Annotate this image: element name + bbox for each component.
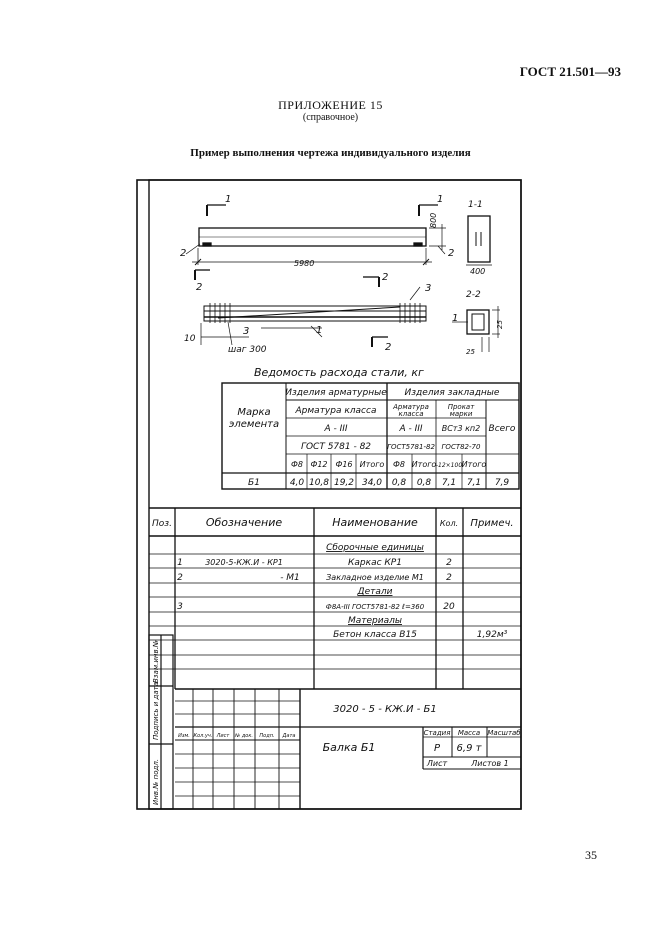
col-total: Всего xyxy=(488,424,516,434)
sub-header: Итого xyxy=(461,460,487,469)
spec-row-name: Детали xyxy=(357,587,393,597)
appendix-subtitle: (справочное) xyxy=(302,112,359,123)
width-dimension: 400 xyxy=(470,267,486,276)
row-value: 10,8 xyxy=(308,478,330,488)
spec-header-name: Наименование xyxy=(332,516,418,529)
row-value: 4,0 xyxy=(289,478,305,488)
sub-header: Ф8 xyxy=(291,460,303,469)
pos-1-label-a: 1 xyxy=(316,325,323,336)
rebar-step: шаг 300 xyxy=(228,345,267,355)
dim-25-a: 25 xyxy=(496,320,504,329)
side-stamp-replaced: Взам.инв.№ xyxy=(152,639,160,683)
dim-10: 10 xyxy=(184,334,196,344)
spec-row-pos: 3 xyxy=(177,602,183,612)
emb-class-1: Арматура xyxy=(393,403,429,411)
spec-row-qty: 20 xyxy=(443,602,455,612)
rebar-class: Арматура класса xyxy=(295,406,377,416)
sub-header: Ф12 xyxy=(310,460,328,469)
emb-rolled-1: Прокат xyxy=(447,403,475,411)
cut-label-2b: 2 xyxy=(448,248,455,259)
steel-table-title: Ведомость расхода стали, кг xyxy=(254,366,424,379)
cut-label-2e: 2 xyxy=(385,342,392,353)
dim-25-b: 25 xyxy=(466,348,475,356)
col-mark-1: Марка xyxy=(237,407,271,418)
side-stamp-signature: Подпись и дата xyxy=(152,682,160,740)
tb-col-label: Лист xyxy=(216,733,230,739)
cut-label-2c: 2 xyxy=(196,282,203,293)
spec-row-name: Бетон класса В15 xyxy=(333,630,417,640)
emb-class-2: класса xyxy=(398,410,424,418)
height-dimension: 800 xyxy=(429,212,438,228)
spec-header-designation: Обозначение xyxy=(205,516,283,529)
tb-scale-label: Масштаб xyxy=(487,729,521,737)
spec-row-note: 1,92м³ xyxy=(476,630,508,640)
spec-header-qty: Кол. xyxy=(439,519,459,528)
rebar-class-val: A - III xyxy=(324,424,348,434)
cut-label-2a: 2 xyxy=(180,248,187,259)
tb-col-label: Кол.уч. xyxy=(193,733,213,739)
grp-embedded: Изделия закладные xyxy=(404,388,500,398)
sub-header: -12×100 xyxy=(435,462,463,469)
tb-col-label: № док. xyxy=(235,733,253,739)
title-block-code: 3020 - 5 - КЖ.И - Б1 xyxy=(333,704,437,715)
tb-stage: Р xyxy=(433,743,441,754)
appendix-title: ПРИЛОЖЕНИЕ 15 xyxy=(278,98,383,112)
pos-3-label-a: 3 xyxy=(425,283,432,294)
emb-rolled-2: марки xyxy=(449,410,473,418)
sub-header: Итого xyxy=(359,460,385,469)
section-2-2 xyxy=(452,306,500,352)
tb-sheet-label: Лист xyxy=(426,759,448,768)
spec-row-des: - М1 xyxy=(280,573,300,583)
spec-header-pos: Поз. xyxy=(152,519,172,529)
sub-header: Ф8 xyxy=(393,460,405,469)
title-block-name: Балка Б1 xyxy=(322,741,376,754)
tb-sheets-label: Листов 1 xyxy=(471,759,509,768)
spec-row-des: 3020-5-КЖ.И - КР1 xyxy=(205,558,283,567)
cut-label-2d: 2 xyxy=(382,272,389,283)
standard-number: ГОСТ 21.501—93 xyxy=(519,64,621,79)
side-stamp-inventory: Инв.№ подл. xyxy=(152,758,160,805)
section-2-2-label: 2-2 xyxy=(466,290,481,300)
cut-label-1a: 1 xyxy=(225,194,232,205)
spec-table-lines xyxy=(149,508,521,689)
row-value: 7,9 xyxy=(494,478,510,488)
spec-row-name: Каркас КР1 xyxy=(348,558,402,568)
row-value: 0,8 xyxy=(416,478,432,488)
row-value: 19,2 xyxy=(333,478,355,488)
emb-std-1: ГОСТ5781-82 xyxy=(387,443,435,451)
tb-mass-label: Масса xyxy=(457,729,481,737)
pos-1-label-b: 1 xyxy=(452,313,459,324)
emb-std-2: ГОСТ82-70 xyxy=(441,443,481,451)
sub-header: Ф16 xyxy=(335,460,353,469)
steel-table-lines xyxy=(222,383,519,489)
emb-rolled-val: ВСт3 кп2 xyxy=(441,424,481,433)
spec-row-pos: 1 xyxy=(177,558,183,568)
row-value: 34,0 xyxy=(361,478,383,488)
spec-row-name: Закладное изделие М1 xyxy=(326,573,424,582)
tb-col-label: Изм. xyxy=(178,733,190,739)
tb-col-label: Подп. xyxy=(259,733,275,739)
spec-row-pos: 2 xyxy=(177,573,183,583)
row-value: 7,1 xyxy=(441,478,457,488)
spec-header-note: Примеч. xyxy=(470,518,514,529)
spec-row-name: Ф8А-III ГОСТ5781-82 ℓ=360 xyxy=(325,603,425,611)
col-mark-2: элемента xyxy=(228,419,280,430)
spec-row-name: Сборочные единицы xyxy=(326,543,424,553)
length-dimension: 5980 xyxy=(294,259,315,268)
page-title: Пример выполнения чертежа индивидуального изделия xyxy=(190,147,471,159)
row-mark: Б1 xyxy=(248,478,260,488)
sub-header: Итого xyxy=(411,460,437,469)
tb-stage-label: Стадия xyxy=(423,729,451,737)
beam-elevation xyxy=(186,205,446,287)
section-1-1 xyxy=(466,216,492,265)
tb-mass: 6,9 т xyxy=(456,743,482,754)
spec-row-qty: 2 xyxy=(446,573,452,583)
spec-row-qty: 2 xyxy=(446,558,452,568)
reinforcement-cage xyxy=(201,287,426,347)
spec-row-name: Материалы xyxy=(348,616,402,626)
emb-class-val: А - III xyxy=(399,424,423,434)
page-number: 35 xyxy=(585,848,597,862)
rebar-std: ГОСТ 5781 - 82 xyxy=(300,442,372,452)
grp-rebar: Изделия арматурные xyxy=(285,388,387,398)
tb-col-label: Дата xyxy=(282,733,296,739)
cut-label-1b: 1 xyxy=(437,194,444,205)
row-value: 7,1 xyxy=(466,478,482,488)
row-value: 0,8 xyxy=(391,478,407,488)
section-1-1-label: 1-1 xyxy=(468,200,483,210)
pos-3-label-b: 3 xyxy=(243,326,250,337)
